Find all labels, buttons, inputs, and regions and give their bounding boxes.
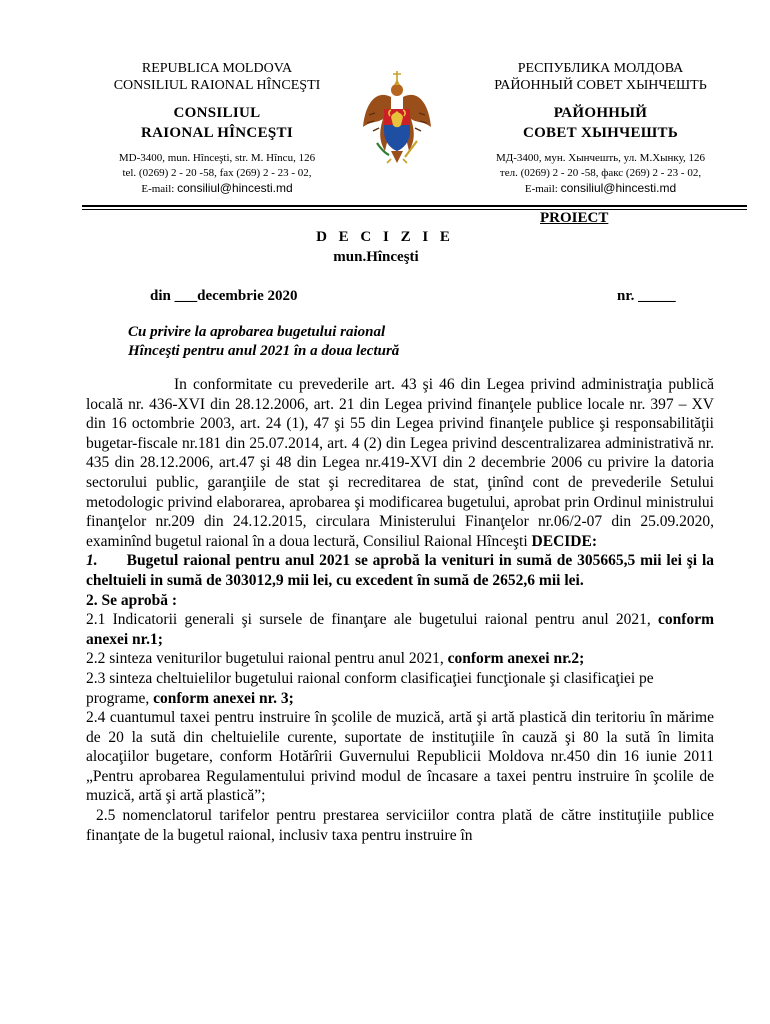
preamble-paragraph [86, 375, 714, 551]
header-left-phone: tel. (0269) 2 - 20 -58, fax (269) 2 - 23 - 02, [122, 167, 312, 179]
header-left-email[interactable]: consiliul@hincesti.md [177, 181, 293, 195]
decision-title: D E C I Z I E [316, 229, 454, 245]
article-2-heading: 2. Se aprobă : [86, 591, 178, 609]
article-2-5: 2.5 nomenclatorul tarifelor pentru prestarea serviciilor contra plată de către instituţiile publice finanţate de la bugetul raional, inclusiv taxa pentru instruire în [86, 807, 714, 844]
decision-city: mun.Hînceşti [333, 249, 419, 265]
article-2-3-text: 2.3 sinteza cheltuielilor bugetului raional conform clasificaţiei funcţionale şi clasificaţiei pe programe, [86, 669, 654, 707]
header-left-title-line2: RAIONAL HÎNCEŞTI [141, 125, 293, 141]
header-left-country: REPUBLICA MOLDOVA [141, 61, 293, 76]
preamble-text: In conformitate cu prevederile art. 43 şi 46 din Legea privind administraţia publică locală nr. 436-XVI din 28.12.2006, art. 21 din Legea privind finanţele publice locale nr. 397 – XV din 16 octombrie 2003, art. 24 (1), 47 şi 55 din Legea privind finanţele publice şi responsabilităţii bugetar-fiscale nr.181 din 25.07.2014, art. 4 (2) din Legea privind descentralizarea administrativă nr. 435 din 28.12.2006, art.47 şi 48 din Legea nr.419-XVI din 2 decembrie 2006 cu privire la datoria sectorului public, garanţiile de stat şi recreditarea de stat, ţinînd cont de prevederile Setului metodologic privind elaborarea, aprobarea şi modificarea bugetului, aprobat prin Ordinul ministrului finanţelor nr.209 din 24.12.2015, circulara Ministerului Finanţelor nr.06/2-07 din 25.09.2020, examinînd bugetul raional în a doua lectură, Consiliul Raional Hînceşti [86, 376, 714, 550]
header-left-council: CONSILIUL RAIONAL HÎNCEŞTI [113, 78, 321, 93]
header-right-title-line1: РАЙОННЫЙ [553, 105, 648, 121]
article-2-2 [86, 649, 714, 669]
header-right-title-line2: СОВЕТ ХЫНЧЕШТЬ [522, 125, 679, 141]
header-right-phone: тел. (0269) 2 - 20 -58, факс (269) 2 - 23 - 02, [499, 167, 702, 179]
decision-date: din ___decembrie 2020 [150, 288, 298, 304]
header-divider [82, 205, 747, 207]
header-left-title-line1: CONSILIUL [173, 105, 261, 121]
article-2-4: 2.4 cuantumul taxei pentru instruire în şcolile de muzică, artă şi artă plastică din teritoriu în mărime de 20 la sută din cheltuielile curente, suportate de instituţiile în cauză şi 80 la sută în limita alocaţiilor bugetare, conform Hotărîrii Guvernului Republicii Moldova nr.450 din 16 iunie 2011 „Pentru aprobarea Regulamentului privind modul de încasare a taxei pentru instruire în şcolile de muzică, artă şi artă plastică”; [86, 709, 714, 805]
header-right-email-line [463, 181, 738, 197]
decision-subject [128, 323, 528, 361]
article-2-3-ref: conform anexei nr. 3; [153, 689, 294, 707]
article-1-text: Bugetul raional pentru anul 2021 se aprobă la venituri in sumă de 305665,5 mii lei şi la cheltuieli in sumă de 303012,9 mii lei, cu excedent în sumă de 2652,6 mii lei. [86, 552, 714, 589]
header-right-council: РАЙОННЫЙ СОВЕТ ХЫНЧЕШТЬ [494, 78, 707, 93]
article-2-1-ref: conform anexei nr.1; [86, 611, 714, 648]
header-right-country: РЕСПУБЛИКА МОЛДОВА [517, 61, 684, 76]
project-label: PROIECT [540, 210, 609, 226]
header-right [463, 60, 738, 197]
decision-subject-line1: Cu privire la aprobarea bugetului raional [128, 324, 386, 340]
header-right-email-label: E-mail: [524, 183, 558, 195]
header-left-address: MD-3400, mun. Hînceşti, str. M. Hîncu, 126 [118, 152, 316, 164]
article-1-number: 1. [86, 552, 98, 570]
article-2-3 [86, 669, 714, 708]
decide-keyword: DECIDE: [531, 532, 597, 550]
header-left-email-line [82, 181, 352, 197]
header-right-address: МД-3400, мун. Хынчешть, ул. М.Хынку, 126 [495, 152, 706, 164]
header-right-email[interactable]: consiliul@hincesti.md [560, 181, 677, 195]
coat-of-arms-icon [357, 65, 437, 205]
article-1 [86, 551, 714, 590]
decision-number: nr. _____ [617, 288, 676, 304]
header-divider-thin [82, 209, 747, 210]
article-2-2-ref: conform anexei nr.2; [447, 650, 585, 668]
decision-body [86, 375, 714, 845]
decision-subject-line2: Hînceşti pentru anul 2021 în a doua lectură [128, 343, 400, 359]
article-2-1 [86, 610, 714, 649]
article-2-2-text: 2.2 sinteza veniturilor bugetului raional pentru anul 2021, [86, 650, 444, 668]
header-left-email-label: E-mail: [141, 183, 175, 195]
article-2-1-text: 2.1 Indicatorii generali şi sursele de finanţare ale bugetului raional pentru anul 2021, [86, 611, 651, 629]
header-left [82, 60, 352, 197]
